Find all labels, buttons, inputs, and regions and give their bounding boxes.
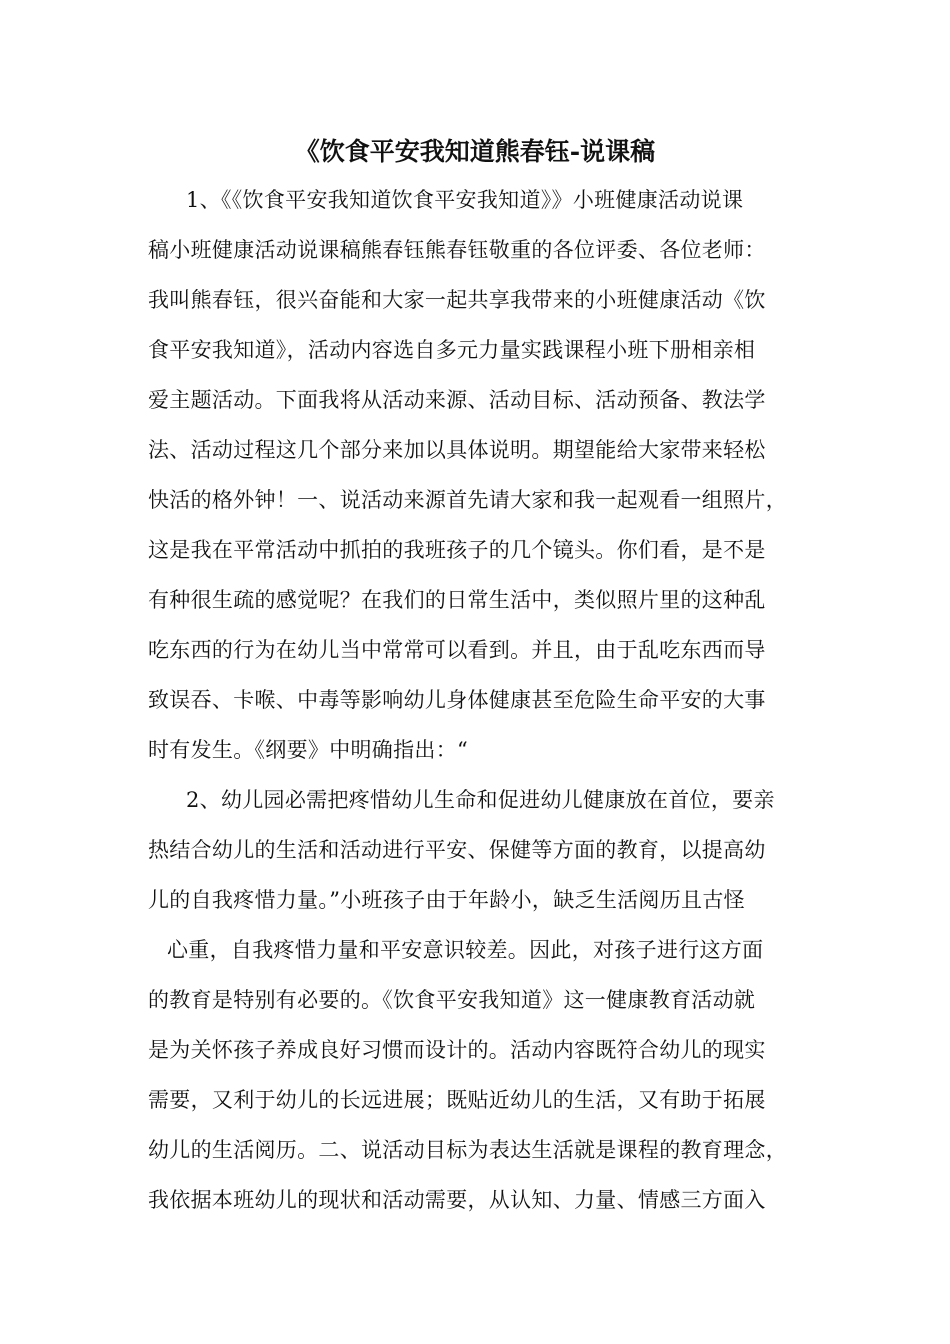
paragraph-line: 时有发生。《纲要》中明确指出：“ [148, 738, 469, 762]
paragraph-line: 需要，又利于幼儿的长远进展；既贴近幼儿的生活，又有助于拓展 [148, 1088, 766, 1112]
paragraph-line: 快活的格外钟！一、说活动来源首先请大家和我一起观看一组照片， [148, 488, 787, 512]
paragraph-line: 吃东西的行为在幼儿当中常常可以看到。并且，由于乱吃东西而导 [148, 638, 766, 662]
paragraph-line: 我依据本班幼儿的现状和活动需要，从认知、力量、情感三方面入 [148, 1188, 766, 1212]
paragraph-line: 1、《《饮食平安我知道饮食平安我知道》》小班健康活动说课 [186, 188, 744, 212]
paragraph-line: 有种很生疏的感觉呢？在我们的日常生活中，类似照片里的这种乱 [148, 588, 766, 612]
paragraph-line: 是为关怀孩子养成良好习惯而设计的。活动内容既符合幼儿的现实 [148, 1038, 766, 1062]
document-title: 《饮食平安我知道熊春钰-说课稿 [294, 137, 656, 166]
paragraph-line: 幼儿的生活阅历。二、说活动目标为表达生活就是课程的教育理念， [148, 1138, 787, 1162]
paragraph-line: 我叫熊春钰，很兴奋能和大家一起共享我带来的小班健康活动《饮 [148, 288, 766, 312]
paragraph-line: 儿的自我疼惜力量。”小班孩子由于年龄小，缺乏生活阅历且古怪 [148, 888, 745, 912]
paragraph-line: 致误吞、卡喉、中毒等影响幼儿身体健康甚至危险生命平安的大事 [148, 688, 766, 712]
paragraph-line: 2、幼儿园必需把疼惜幼儿生命和促进幼儿健康放在首位，要亲 [186, 788, 775, 812]
paragraph-line: 爱主题活动。下面我将从活动来源、活动目标、活动预备、教法学 [148, 388, 766, 412]
paragraph-line: 稿小班健康活动说课稿熊春钰熊春钰敬重的各位评委、各位老师： [148, 238, 766, 262]
paragraph-line: 法、活动过程这几个部分来加以具体说明。期望能给大家带来轻松 [148, 438, 766, 462]
paragraph-line: 心重，自我疼惜力量和平安意识较差。因此，对孩子进行这方面 [167, 938, 764, 962]
paragraph-line: 的教育是特别有必要的。《饮食平安我知道》这一健康教育活动就 [148, 988, 756, 1012]
paragraph-line: 食平安我知道》，活动内容选自多元力量实践课程小班下册相亲相 [148, 338, 756, 362]
paragraph-line: 热结合幼儿的生活和活动进行平安、保健等方面的教育，以提高幼 [148, 838, 766, 862]
paragraph-line: 这是我在平常活动中抓拍的我班孩子的几个镜头。你们看，是不是 [148, 538, 766, 562]
